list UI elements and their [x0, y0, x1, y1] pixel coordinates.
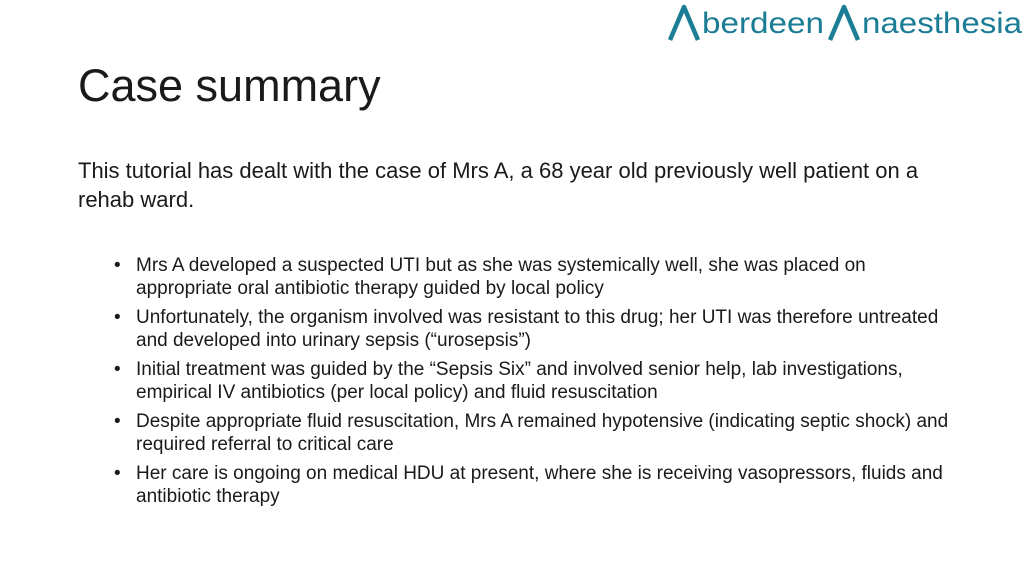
bullet-dot-icon: •: [114, 411, 121, 432]
bullet-text: Unfortunately, the organism involved was resistant to this drug; her UTI was therefore untreated and developed into urinary sepsis (“urosepsis”): [136, 307, 939, 351]
bullet-text: Despite appropriate fluid resuscitation, Mrs A remained hypotensive (indicating septic shock) and required referral to critical care: [136, 411, 949, 455]
logo-caret-a-icon: [830, 7, 858, 40]
list-item: [112, 462, 952, 508]
bullet-text: Initial treatment was guided by the “Sepsis Six” and involved senior help, lab investigations, empirical IV antibiotics (per local policy) and fluid resuscitation: [136, 359, 903, 403]
bullet-text: Her care is ongoing on medical HDU at present, where she is receiving vasopressors, fluids and antibiotic therapy: [136, 463, 943, 507]
bullet-dot-icon: •: [114, 255, 121, 276]
bullet-dot-icon: •: [114, 307, 121, 328]
bullet-dot-icon: •: [114, 359, 121, 380]
intro-paragraph: This tutorial has dealt with the case of Mrs A, a 68 year old previously well patient on a rehab ward.: [78, 158, 919, 212]
list-item: [112, 306, 952, 352]
list-item: [112, 358, 952, 404]
list-item: [112, 254, 952, 300]
logo-word-naesthesia: naesthesia: [862, 7, 1023, 40]
bullet-text: Mrs A developed a suspected UTI but as she was systemically well, she was placed on appropriate oral antibiotic therapy guided by local policy: [136, 255, 866, 299]
logo-word-berdeen: berdeen: [702, 7, 824, 40]
summary-bullet-list: [112, 254, 952, 514]
aberdeen-anaesthesia-logo: [666, 2, 1024, 44]
bullet-dot-icon: •: [114, 463, 121, 484]
slide-title: Case summary: [78, 60, 381, 111]
list-item: [112, 410, 952, 456]
logo-caret-a-icon: [670, 7, 698, 40]
